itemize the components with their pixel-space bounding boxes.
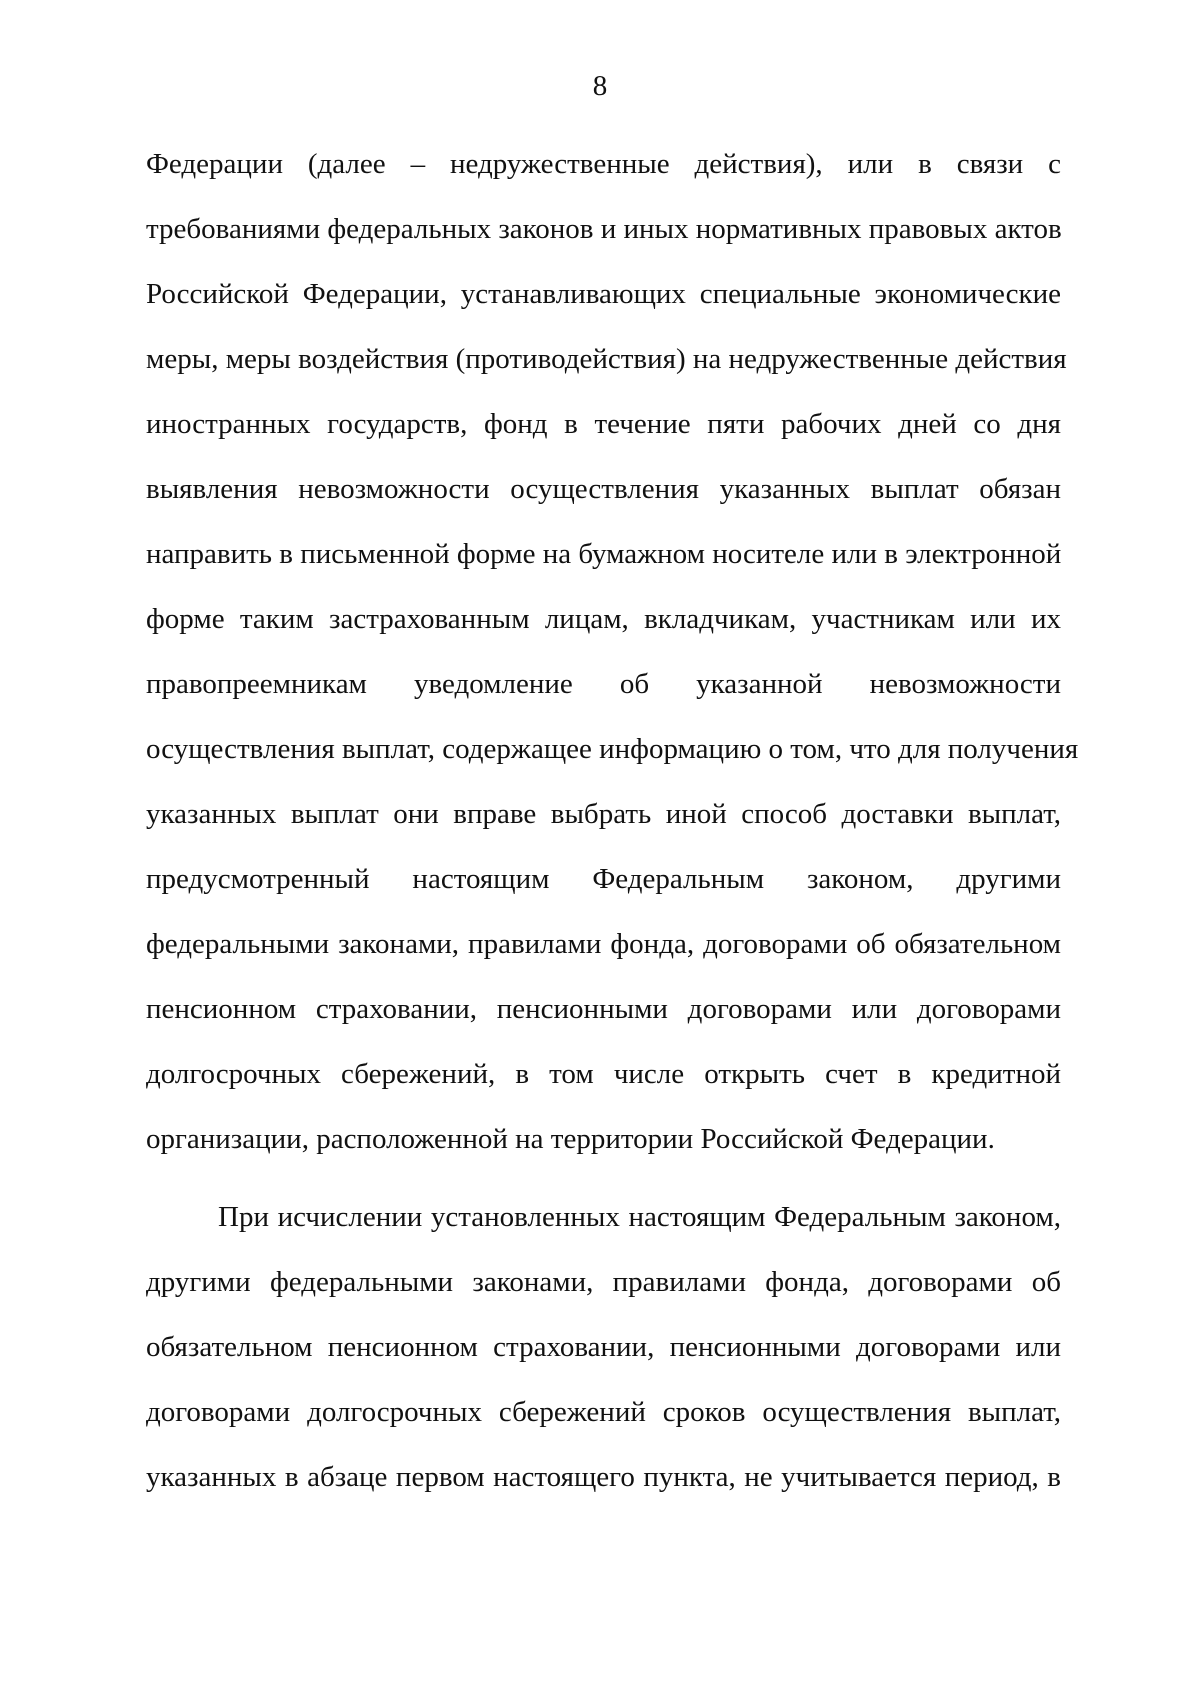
text-line: правопреемникам уведомление об указанной невозможности [146, 668, 1061, 700]
paragraph-1 [146, 144, 1079, 1184]
text-line: обязательном пенсионном страховании, пенсионными договорами или [146, 1331, 1061, 1363]
text-line: иностранных государств, фонд в течение пяти рабочих дней со дня [146, 408, 1061, 440]
paragraph-2 [146, 1197, 1061, 1522]
text-line: долгосрочных сбережений, в том числе открыть счет в кредитной [146, 1058, 1061, 1090]
text-line: договорами долгосрочных сбережений сроков осуществления выплат, [146, 1396, 1061, 1428]
text-line: указанных выплат они вправе выбрать иной способ доставки выплат, [146, 798, 1061, 830]
text-line: направить в письменной форме на бумажном носителе или в электронной [146, 538, 1062, 570]
text-line: При исчислении установленных настоящим Федеральным законом, [218, 1201, 1061, 1233]
page-number: 8 [592, 70, 608, 102]
text-line: другими федеральными законами, правилами фонда, договорами об [146, 1266, 1061, 1298]
text-line: выявления невозможности осуществления указанных выплат обязан [146, 473, 1061, 505]
text-line: указанных в абзаце первом настоящего пункта, не учитывается период, в [146, 1461, 1061, 1493]
text-line: требованиями федеральных законов и иных нормативных правовых актов [146, 213, 1062, 245]
text-line: форме таким застрахованным лицам, вкладчикам, участникам или их [146, 603, 1061, 635]
text-line: предусмотренный настоящим Федеральным законом, другими [146, 863, 1061, 895]
text-line: Федерации (далее – недружественные действия), или в связи с [146, 148, 1061, 180]
text-line: меры, меры воздействия (противодействия) на недружественные действия [146, 343, 1067, 375]
text-line: федеральными законами, правилами фонда, договорами об обязательном [146, 928, 1061, 960]
text-line: Российской Федерации, устанавливающих специальные экономические [146, 278, 1061, 310]
text-line: осуществления выплат, содержащее информацию о том, что для получения [146, 733, 1079, 765]
text-line: организации, расположенной на территории Российской Федерации. [146, 1123, 995, 1155]
text-line: пенсионном страховании, пенсионными договорами или договорами [146, 993, 1061, 1025]
